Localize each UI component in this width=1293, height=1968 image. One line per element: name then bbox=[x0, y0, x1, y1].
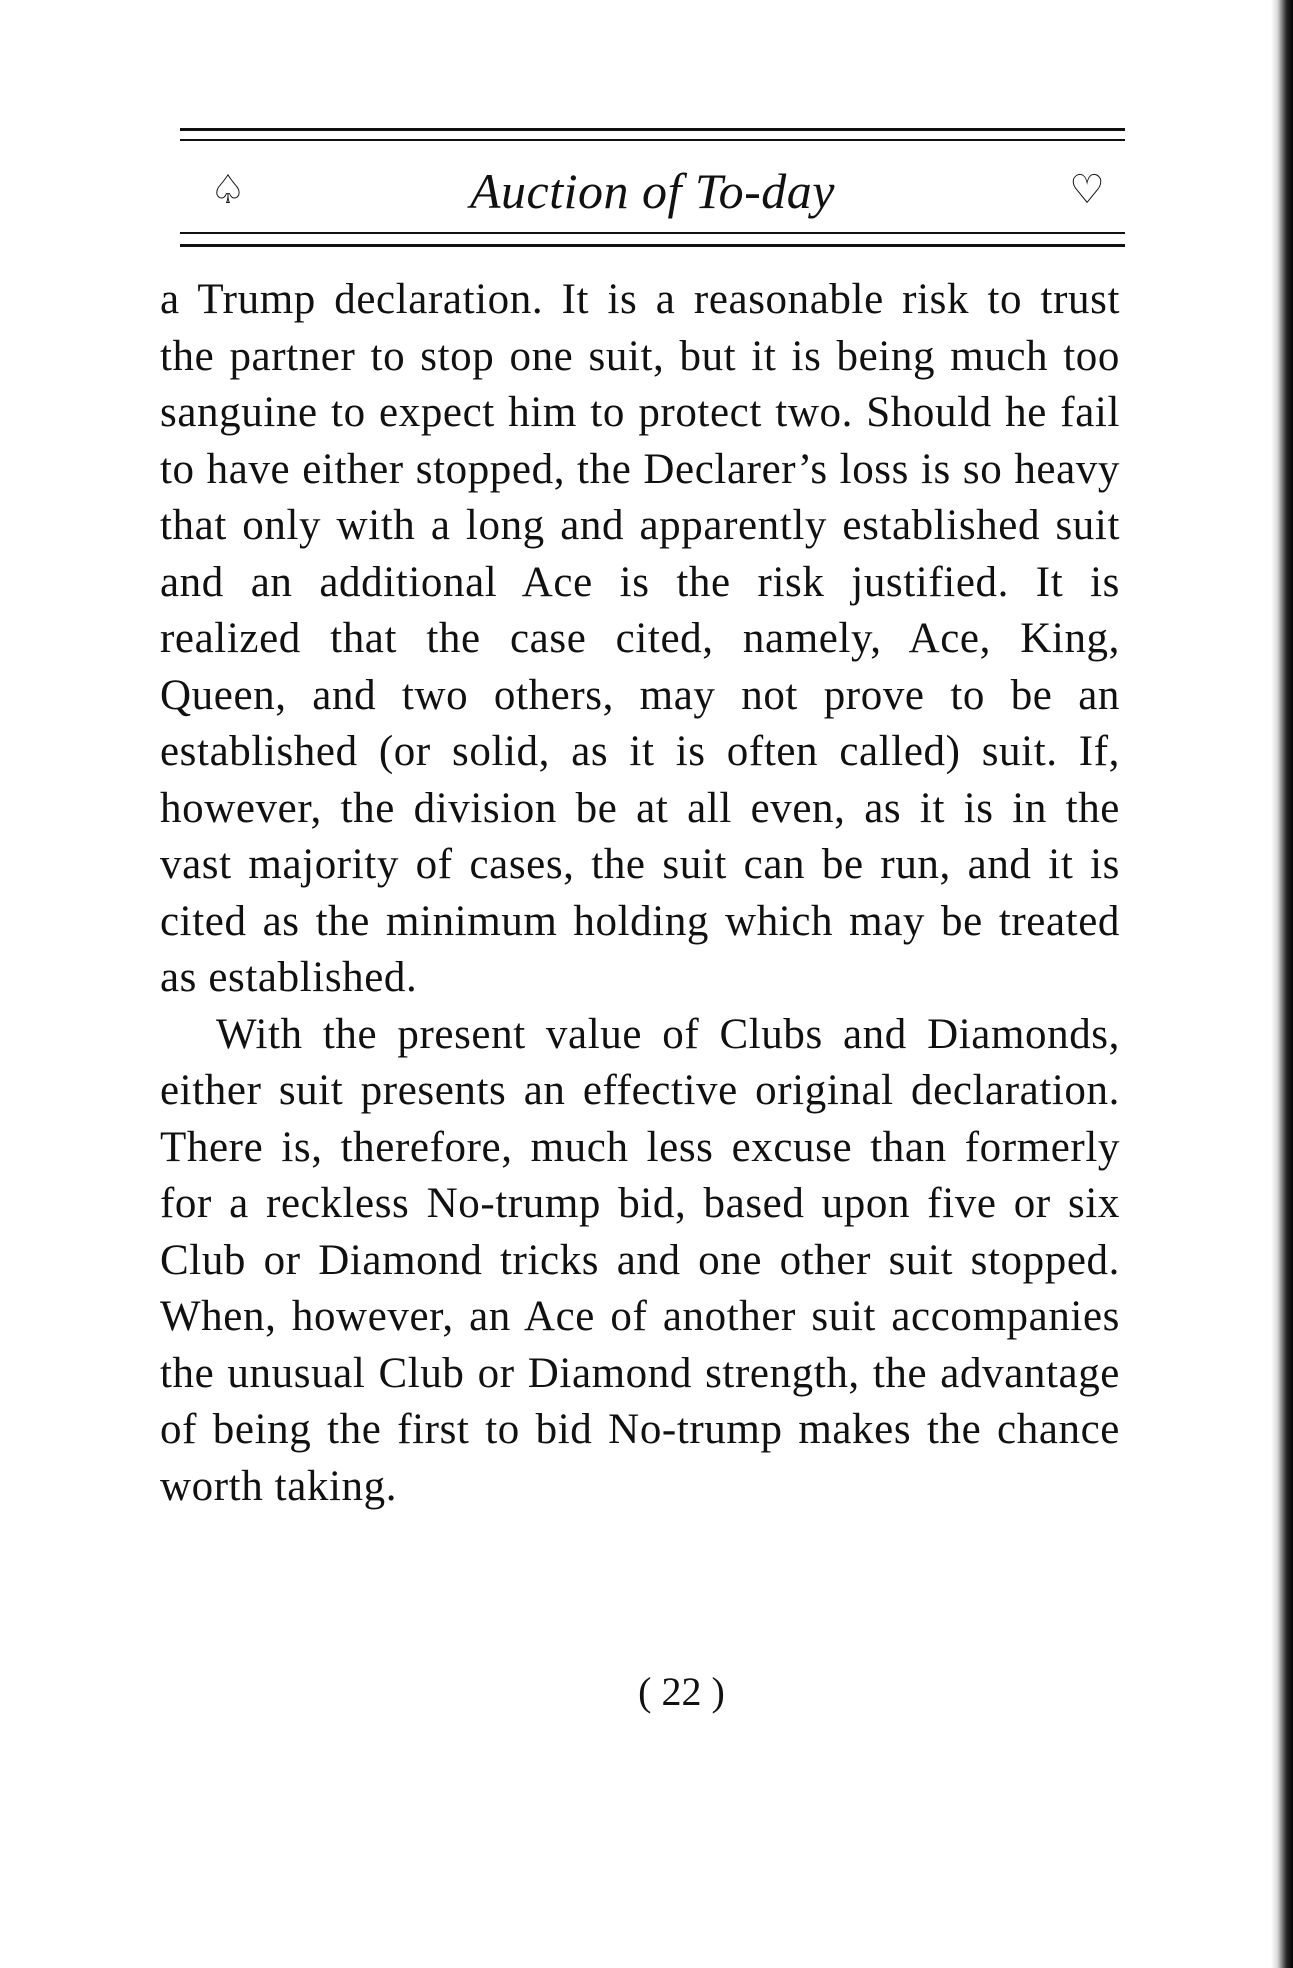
paragraph: With the present value of Clubs and Diamonds, either suit presents an effective original declaration. There is, therefore, much less excuse than formerly for a reckless No-trump bid, based upon five or six Club or Diamond tricks and one other suit stopped. When, however, an Ace of another suit accompanies the unusual Club or Diamond strength, the advantage of being the first to bid No-trump makes the chance worth taking. bbox=[160, 1010, 1120, 1510]
body-text bbox=[160, 272, 1120, 1515]
heart-outline-icon: ♡ bbox=[1069, 167, 1105, 213]
header-rule-top-outer bbox=[180, 128, 1125, 131]
header-rule-bottom-inner bbox=[180, 232, 1125, 234]
header-rule-bottom-outer bbox=[180, 244, 1125, 247]
spade-outline-icon: ♤ bbox=[210, 167, 246, 213]
header-rule-top-inner bbox=[180, 139, 1125, 141]
running-head bbox=[180, 158, 1125, 228]
page-number: ( 22 ) bbox=[638, 1669, 725, 1714]
running-title: Auction of To-day bbox=[470, 163, 835, 219]
page-header bbox=[180, 128, 1130, 268]
paragraph-continued: a Trump declaration. It is a reasonable risk to trust the partner to stop one suit, but it is being much too sanguine to expect him to protect two. Should he fail to have either stopped, the Declarer’s loss is so heavy that only with a long and apparently established suit and an additional Ace is the risk justified. It is realized that the case cited, namely, Ace, King, Queen, and two others, may not prove to be an established (or solid, as it is often called) suit. If, however, the division be at all even, as it is in the vast majority of cases, the suit can be run, and it is cited as the minimum holding which may be treated as established. bbox=[160, 276, 1120, 1001]
